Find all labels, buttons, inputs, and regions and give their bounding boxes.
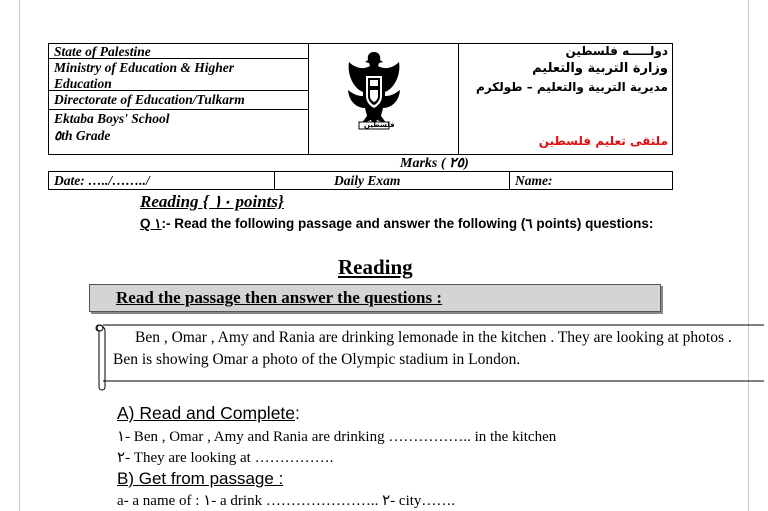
passage-scroll: [95, 321, 764, 391]
date-field: Date: …../……../: [54, 173, 150, 188]
info-row-divider-1: [274, 172, 275, 189]
section-a-item-1: ١- Ben , Omar , Amy and Rania are drinking …………….. in the kitchen: [117, 429, 557, 445]
section-a-item-2: ٢- They are looking at …………….: [117, 450, 334, 466]
instruction-text: Read the passage then answer the questions :: [116, 288, 443, 307]
palestine-emblem-icon: [345, 50, 403, 132]
name-field: Name:: [515, 173, 553, 188]
section-b-heading: B) Get from passage :: [117, 469, 284, 488]
section-a-colon: :: [295, 403, 300, 423]
section-a-title: A) Read and Complete: [117, 403, 296, 423]
info-row-divider-2: [509, 172, 510, 189]
header-line-school: Ektaba Boys' School: [54, 111, 170, 126]
header-ar-forum: ملتقى تعليم فلسطين: [538, 134, 668, 148]
header-left-column: [49, 44, 309, 154]
header-line-ministry: Ministry of Education & Higher: [54, 60, 235, 75]
emblem-caption: فلسطين: [364, 121, 395, 129]
section-b-line: a- a name of : ١- a drink ………………….. ٢- city…….: [117, 493, 456, 509]
exam-type: Daily Exam: [334, 173, 401, 188]
header-divider: [458, 44, 459, 154]
header-line-state: State of Palestine: [49, 44, 308, 59]
question-text: :- Read the following passage and answer the following (٦ points) questions:: [161, 216, 654, 231]
header-ar-directorate: مديرية التربية والتعليم – طولكرم: [475, 80, 668, 94]
header-line-grade: ٥th Grade: [54, 128, 111, 143]
header-ar-state: دولـــــه فلسطين: [565, 44, 668, 58]
marks-label: Marks ( ٢٥): [400, 156, 469, 171]
question-number: Q ١: [140, 216, 162, 231]
header-line-education: Education: [49, 76, 308, 91]
question-1: [140, 214, 660, 234]
passage-text: Ben , Omar , Amy and Rania are drinking lemonade in the kitchen . They are looking at photos . Ben is showing Omar a photo of the Olympic stadium in London.: [113, 329, 732, 368]
reading-title: Reading: [338, 255, 413, 279]
instruction-bar: [89, 284, 661, 312]
header-ar-ministry: وزارة التربية والتعليم: [532, 61, 668, 76]
page-left-edge: [19, 0, 20, 511]
page-right-edge: [748, 0, 749, 511]
header-line-directorate: Directorate of Education/Tulkarm: [49, 91, 308, 110]
info-row: [48, 171, 673, 190]
section-a-heading: [117, 403, 300, 424]
reading-points-heading: Reading { ١٠ points}: [140, 192, 284, 211]
